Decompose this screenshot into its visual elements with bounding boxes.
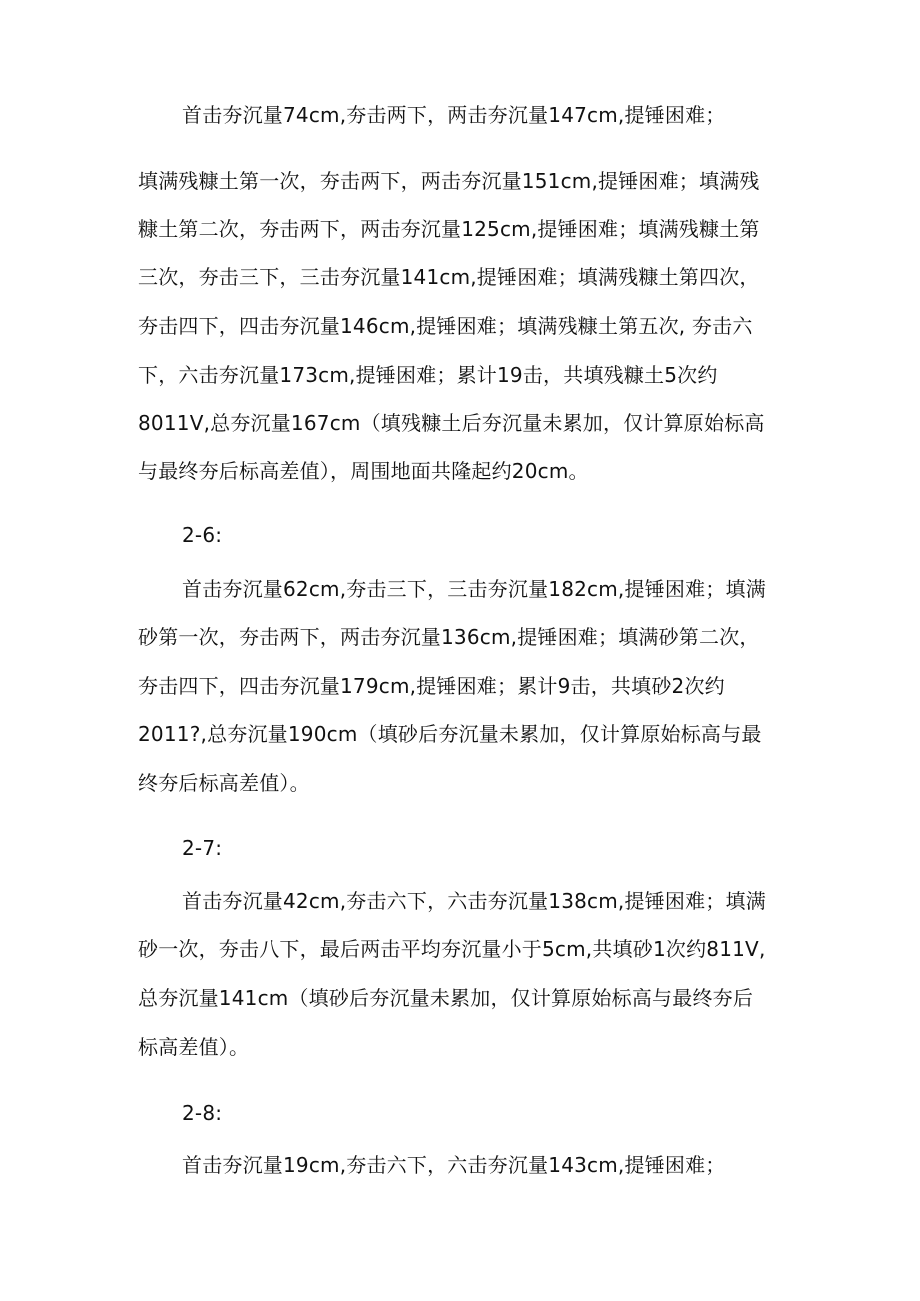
text-line: 首击夯沉量19cm,夯击六下，六击夯沉量143cm,提锤困难；	[182, 1153, 726, 1177]
text-line: 三次，夯击三下，三击夯沉量141cm,提锤困难；填满残糠土第四次，	[138, 265, 760, 289]
text-line: 填满残糠土第一次，夯击两下，两击夯沉量151cm,提锤困难；填满残	[138, 169, 760, 193]
text-line: 夯击四下，四击夯沉量146cm,提锤困难；填满残糠土第五次, 夯击六	[138, 314, 753, 338]
section-heading: 2-6:	[182, 523, 223, 547]
text-line: 8011V,总夯沉量167cm（填残糠土后夯沉量未累加，仅计算原始标高	[138, 411, 765, 435]
text-line: 首击夯沉量74cm,夯击两下，两击夯沉量147cm,提锤困难；	[182, 103, 726, 127]
text-line: 2011?,总夯沉量190cm（填砂后夯沉量未累加，仅计算原始标高与最	[138, 722, 762, 746]
section-heading: 2-7:	[182, 836, 223, 860]
text-line: 首击夯沉量62cm,夯击三下，三击夯沉量182cm,提锤困难；填满	[182, 577, 766, 601]
text-line: 夯击四下，四击夯沉量179cm,提锤困难；累计9击，共填砂2次约	[138, 674, 725, 698]
text-line: 标高差值）。	[138, 1035, 250, 1059]
text-line: 终夯后标高差值）。	[138, 771, 310, 795]
section-heading: 2-8:	[182, 1101, 223, 1125]
text-line: 下，六击夯沉量173cm,提锤困难；累计19击，共填残糠土5次约	[138, 363, 718, 387]
text-line: 首击夯沉量42cm,夯击六下，六击夯沉量138cm,提锤困难；填满	[182, 889, 766, 913]
text-line: 糠土第二次，夯击两下，两击夯沉量125cm,提锤困难；填满残糠土第	[138, 217, 760, 241]
text-line: 与最终夯后标高差值），周围地面共隆起约20cm。	[138, 459, 589, 483]
text-line: 砂第一次，夯击两下，两击夯沉量136cm,提锤困难；填满砂第二次，	[138, 625, 760, 649]
text-line: 砂一次，夯击八下，最后两击平均夯沉量小于5cm,共填砂1次约811V,	[138, 937, 766, 961]
text-line: 总夯沉量141cm（填砂后夯沉量未累加，仅计算原始标高与最终夯后	[138, 986, 754, 1010]
